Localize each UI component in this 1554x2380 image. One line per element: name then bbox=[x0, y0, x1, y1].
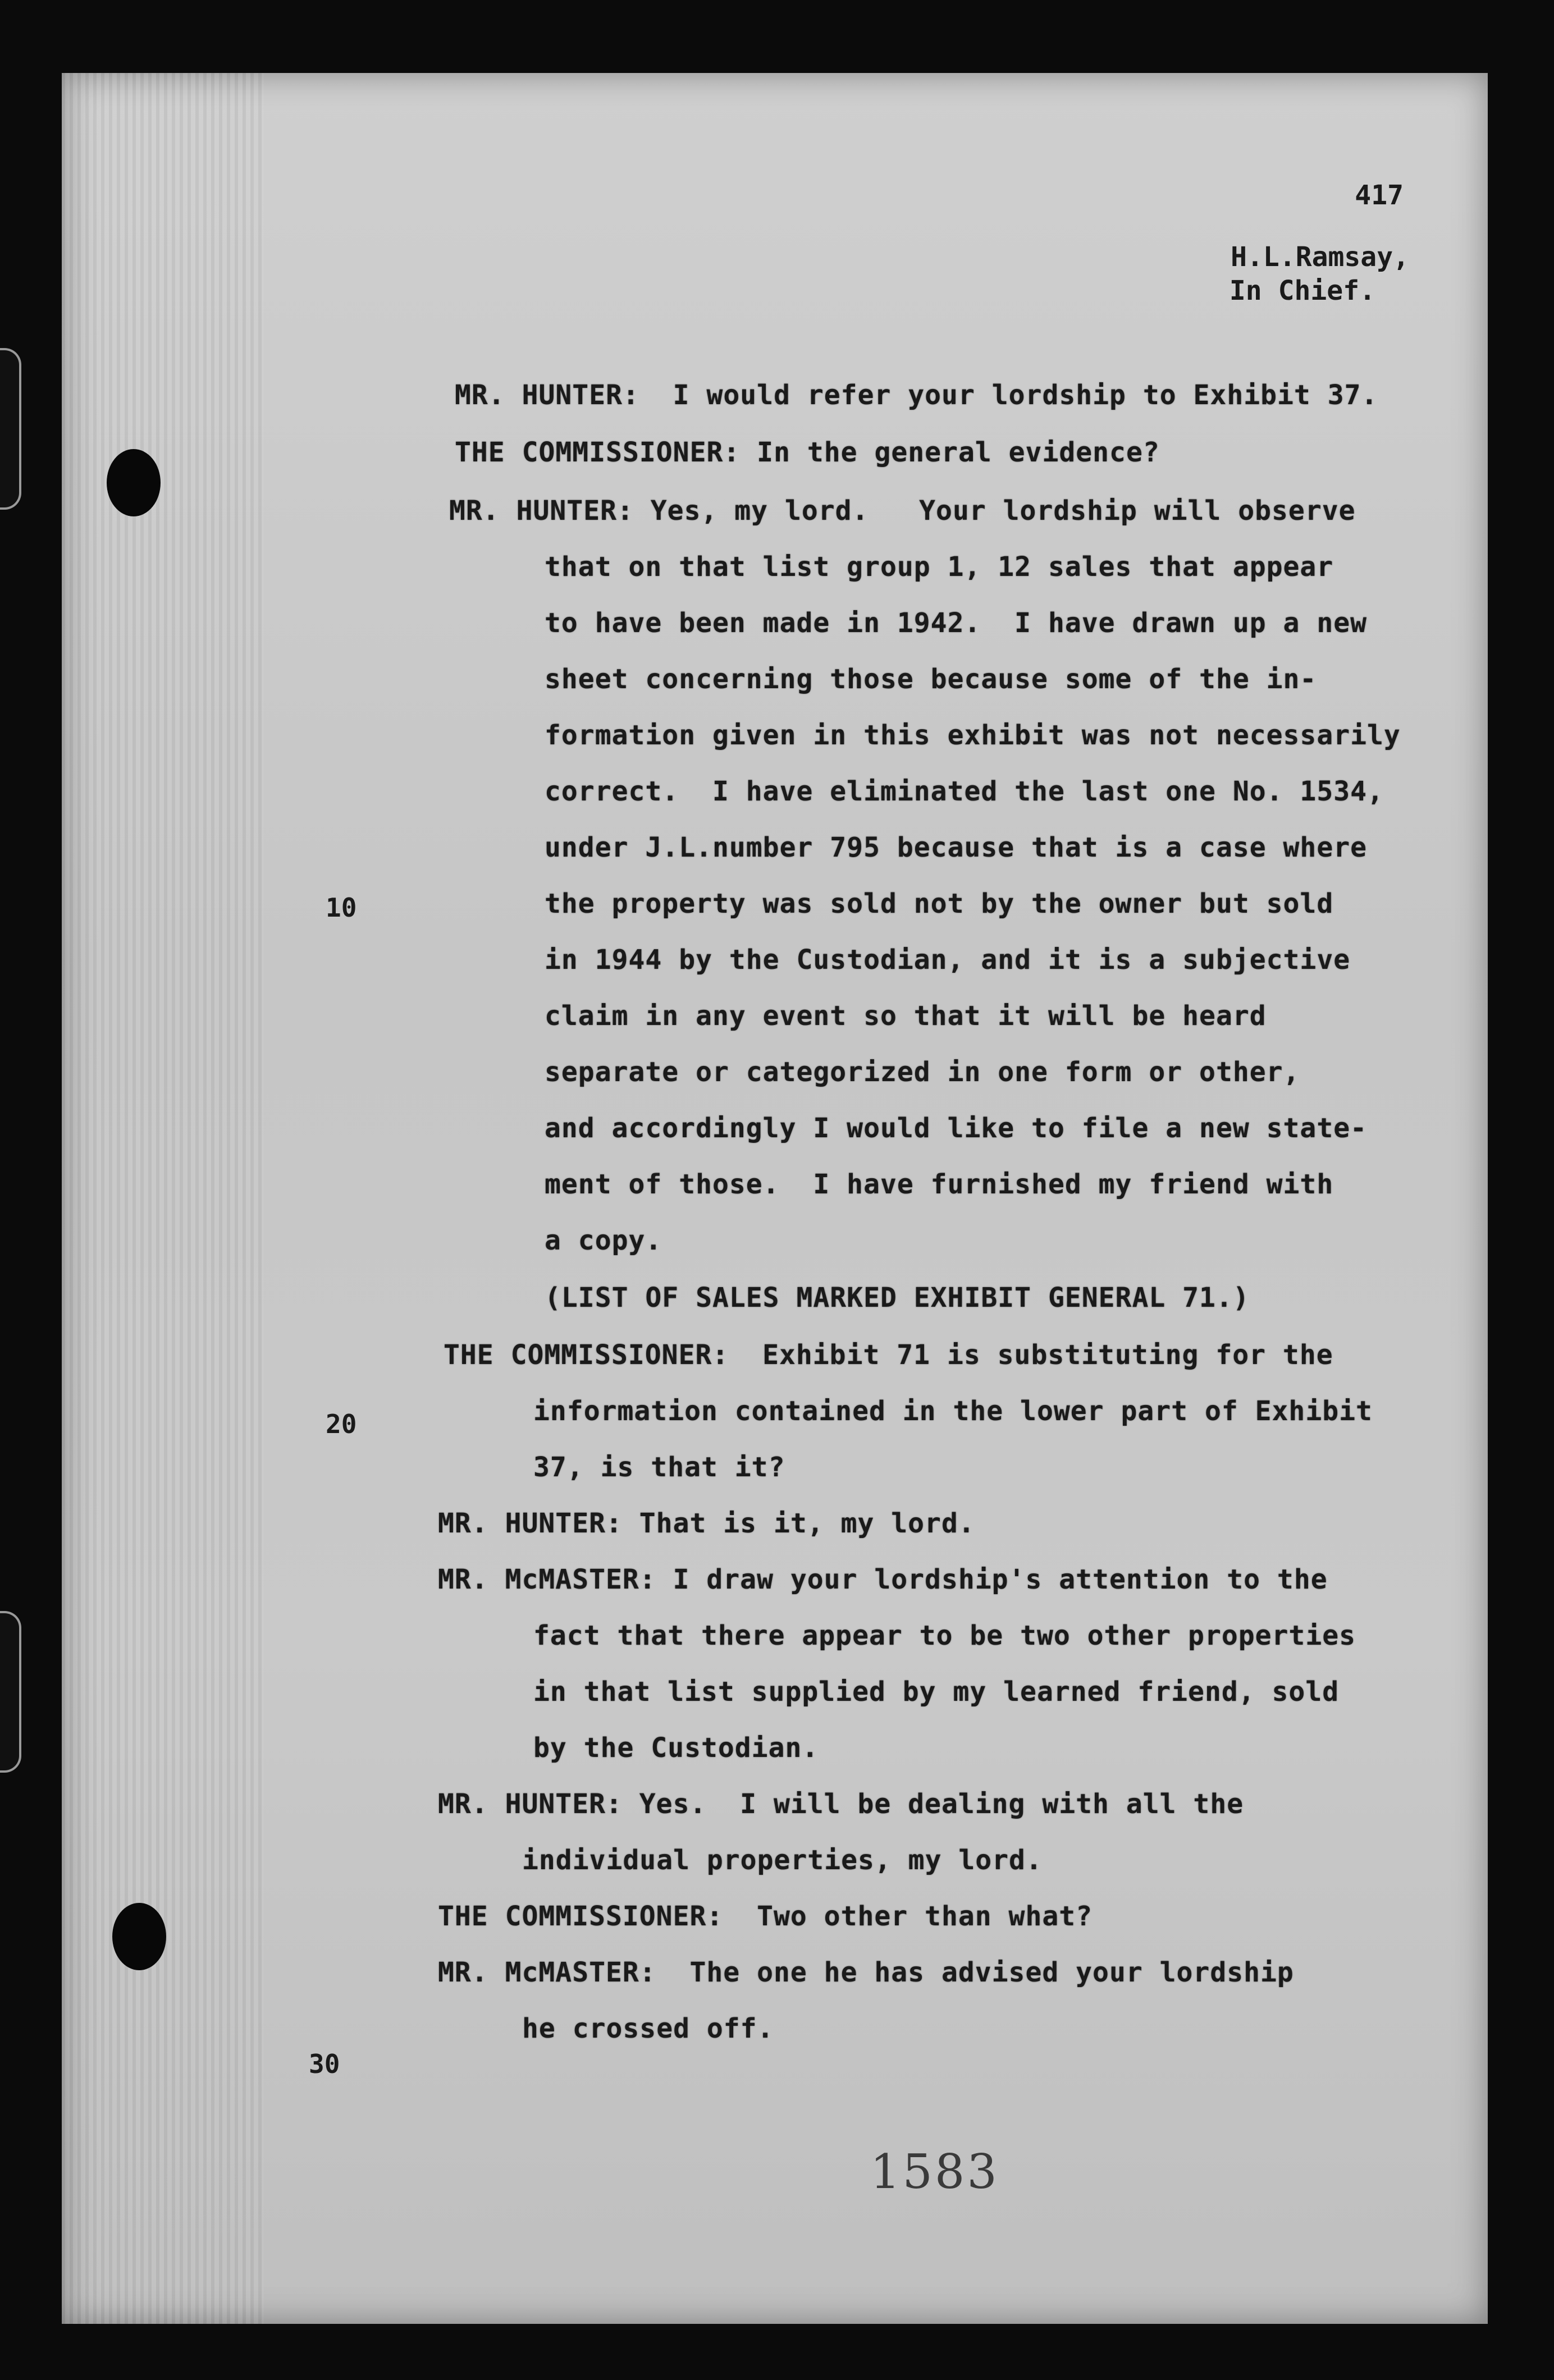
transcript-line: ment of those. I have furnished my friend with bbox=[545, 1169, 1334, 1200]
transcript-line: MR. McMASTER: I draw your lordship's attention to the bbox=[438, 1564, 1328, 1595]
transcript-line: under J.L.number 795 because that is a case where bbox=[545, 832, 1368, 863]
witness-exam: In Chief. bbox=[1229, 275, 1375, 306]
line-number-margin: 10 bbox=[326, 893, 357, 923]
transcript-line: MR. HUNTER: Yes. I will be dealing with all the bbox=[438, 1788, 1244, 1820]
page-number: 417 bbox=[1355, 180, 1404, 211]
film-edge-notch bbox=[0, 348, 21, 510]
transcript-line: and accordingly I would like to file a new state- bbox=[545, 1113, 1368, 1144]
punch-hole bbox=[112, 1903, 166, 1970]
frame-number-stamp: 1583 bbox=[870, 2144, 999, 2199]
transcript-line: sheet concerning those because some of the in- bbox=[545, 663, 1317, 695]
transcript-page bbox=[62, 73, 1488, 2324]
transcript-line: correct. I have eliminated the last one No. 1534, bbox=[545, 776, 1384, 807]
transcript-line: in 1944 by the Custodian, and it is a subjective bbox=[545, 944, 1351, 976]
transcript-line: claim in any event so that it will be heard bbox=[545, 1000, 1267, 1032]
punch-hole bbox=[107, 449, 161, 516]
transcript-line: THE COMMISSIONER: Two other than what? bbox=[438, 1901, 1093, 1932]
transcript-line: information contained in the lower part of Exhibit bbox=[533, 1395, 1373, 1427]
transcript-line: fact that there appear to be two other properties bbox=[533, 1620, 1356, 1651]
transcript-line: THE COMMISSIONER: Exhibit 71 is substituting for the bbox=[444, 1339, 1333, 1371]
transcript-line: MR. HUNTER: I would refer your lordship to Exhibit 37. bbox=[455, 379, 1378, 411]
witness-name: H.L.Ramsay, bbox=[1231, 241, 1409, 273]
transcript-line: formation given in this exhibit was not necessarily bbox=[545, 720, 1401, 751]
line-number-margin: 20 bbox=[326, 1409, 357, 1439]
transcript-line: MR. HUNTER: That is it, my lord. bbox=[438, 1508, 975, 1539]
transcript-line: by the Custodian. bbox=[533, 1732, 819, 1764]
film-edge-notch bbox=[0, 1611, 21, 1773]
exhibit-marking: (LIST OF SALES MARKED EXHIBIT GENERAL 71.) bbox=[545, 1282, 1250, 1313]
transcript-line: THE COMMISSIONER: In the general evidence? bbox=[455, 437, 1160, 468]
transcript-line: MR. McMASTER: The one he has advised your lordship bbox=[438, 1957, 1294, 1988]
transcript-line: that on that list group 1, 12 sales that appear bbox=[545, 551, 1334, 583]
transcript-line: individual properties, my lord. bbox=[522, 1845, 1043, 1876]
transcript-line: separate or categorized in one form or other, bbox=[545, 1056, 1300, 1088]
transcript-line: to have been made in 1942. I have drawn up a new bbox=[545, 607, 1368, 639]
transcript-line: in that list supplied by my learned friend, sold bbox=[533, 1676, 1340, 1708]
transcript-line: he crossed off. bbox=[522, 2013, 774, 2044]
line-number-margin: 30 bbox=[309, 2049, 340, 2079]
transcript-line: the property was sold not by the owner but sold bbox=[545, 888, 1334, 919]
transcript-line: a copy. bbox=[545, 1225, 662, 1256]
transcript-line: 37, is that it? bbox=[533, 1452, 785, 1483]
transcript-line: MR. HUNTER: Yes, my lord. Your lordship will observe bbox=[449, 495, 1356, 527]
